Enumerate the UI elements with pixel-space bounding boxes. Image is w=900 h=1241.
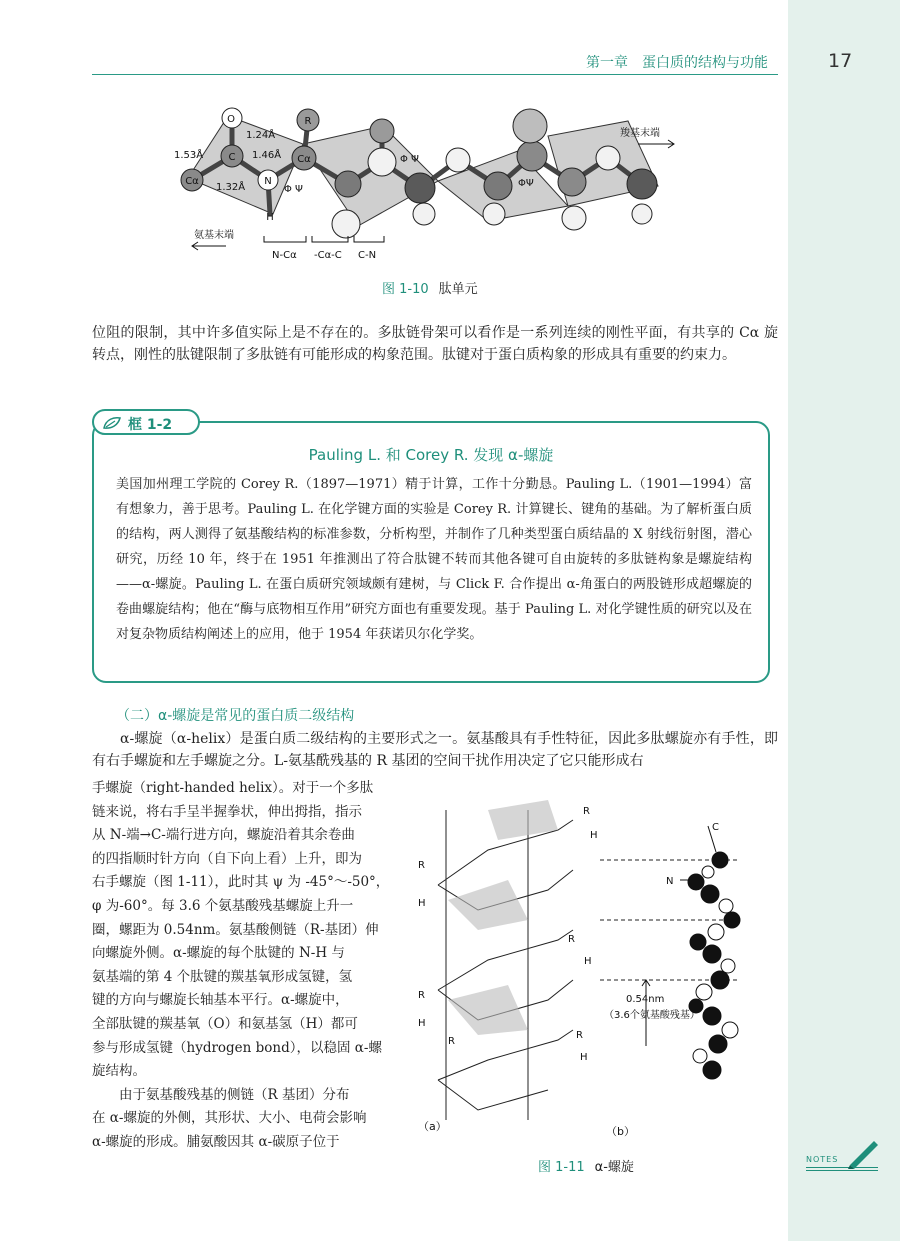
paragraph-line: 链来说，将右手呈半握拳状，伸出拇指，指示 xyxy=(92,803,362,820)
figure-title: 肽单元 xyxy=(438,282,478,297)
svg-text:H: H xyxy=(418,1018,426,1029)
paragraph-line: 由于氨基酸残基的侧链（R 基团）分布 xyxy=(92,1086,350,1103)
label-amino-end: 氨基末端 xyxy=(194,230,234,241)
figure-1-11-caption xyxy=(538,1156,634,1175)
panel-b-label: （b） xyxy=(606,1125,635,1138)
paragraph-line: 键的方向与螺旋长轴基本平行。α-螺旋中， xyxy=(92,992,349,1009)
section-heading: （二）α-螺旋是常见的蛋白质二级结构 xyxy=(116,708,355,724)
svg-text:R: R xyxy=(568,934,575,945)
svg-text:R: R xyxy=(418,990,425,1001)
label-bond-146: 1.46Å xyxy=(252,150,282,161)
paragraph-line: 旋结构。 xyxy=(92,1063,146,1080)
paragraph-line: 右手螺旋（图 1-11），此时其 ψ 为 -45°～-50°， xyxy=(92,874,390,891)
figure-number: 图 1-11 xyxy=(538,1160,585,1175)
label-n: N xyxy=(264,176,272,187)
figure-1-10-caption xyxy=(382,278,478,297)
svg-text:H: H xyxy=(584,956,592,967)
svg-text:R: R xyxy=(418,860,425,871)
paragraph-line: 的四指顺时针方向（自下向上看）上升，即为 xyxy=(92,850,362,867)
box-body: 美国加州理工学院的 Corey R.（1897—1971）精于计算，工作十分勤恳。Pauling L.（1901—1994）富有想象力，善于思考。Pauling L. 在化学键方面的实验是 Corey R. 计算键长、键角的基础。为了解析蛋白质的结构，两人测得了氨基酸结构的标准参数，分析构型，并制作了几种类型蛋白质结晶的 X 射线衍射图，潜心研究，历经 10 年，终于在 1951 年推测出了符合肽键不转而其他各键可自由旋转的多肽链构象是螺旋结构——α-螺旋。Pauling L. 在蛋白质研究领域颇有建树，与 Click F. 合作提出 α-角蛋白的两股链形成超螺旋的卷曲螺旋结构；他在“酶与底物相互作用”研究方面也有重要发现。基于 Pauling L. 对化学键性质的研究以及在对复杂物质结构阐述上的应用，他于 1954 年获诺贝尔化学奖。 xyxy=(116,477,752,642)
paragraph-line: 圈，螺距为 0.54nm。氨基酸侧链（R-基团）伸 xyxy=(92,921,379,938)
panel-a-label: （a） xyxy=(418,1120,447,1133)
label-phi-psi-2: Φ Ψ xyxy=(400,154,419,165)
svg-text:H: H xyxy=(590,830,598,841)
label-r: R xyxy=(304,116,312,127)
label-carboxyl-end: 羧基末端 xyxy=(620,128,660,139)
leaf-icon xyxy=(102,415,122,431)
paragraph-intro: 位阻的限制，其中许多值实际上是不存在的。多肽链骨架可以看作是一系列连续的刚性平面，有共享的 Cα 旋转点，刚性的肽键限制了多肽链有可能形成的构象范围。肽键对于蛋白质构象的形成具有重要的约束力。 xyxy=(92,325,778,363)
paragraph-line: α-螺旋的形成。脯氨酸因其 α-碳原子位于 xyxy=(92,1134,340,1150)
label-bond-124: 1.24Å xyxy=(246,130,276,141)
label-phi-psi-3: ΦΨ xyxy=(518,178,534,189)
svg-text:H: H xyxy=(418,898,426,909)
margin-band xyxy=(788,0,900,1241)
notes-area xyxy=(806,1135,886,1175)
paragraph-line: φ 为-60°。每 3.6 个氨基酸残基螺旋上升一 xyxy=(92,898,354,914)
svg-text:H: H xyxy=(580,1052,588,1063)
label-helix-n: N xyxy=(666,876,674,887)
paragraph-line: 手螺旋（right-handed helix）。对于一个多肽 xyxy=(92,780,374,796)
figure-alpha-helix-b xyxy=(600,820,790,1138)
label-pitch: 0.54nm xyxy=(626,994,665,1005)
svg-text:R: R xyxy=(576,1030,583,1041)
box-title: Pauling L. 和 Corey R. 发现 α-螺旋 xyxy=(308,446,554,464)
notes-label: NOTES xyxy=(806,1155,839,1164)
page-number: 17 xyxy=(828,50,853,72)
label-ca-mid: Cα xyxy=(297,154,311,165)
paragraph-alpha-helix: α-螺旋（α-helix）是蛋白质二级结构的主要形式之一。氨基酸具有手性特征，因此多肽螺旋亦有手性，即有右手螺旋和左手螺旋之分。L-氨基酰残基的 R 基团的空间干扰作用决定了它只能形成右 xyxy=(92,731,778,769)
label-h: H xyxy=(266,212,274,223)
paragraph-line: 向螺旋外侧。α-螺旋的每个肽键的 N-H 与 xyxy=(92,945,345,962)
svg-text:R: R xyxy=(448,1036,455,1047)
pen-icon xyxy=(846,1135,882,1169)
figure-alpha-helix-a xyxy=(408,790,608,1140)
chapter-title: 第一章 蛋白质的结构与功能 xyxy=(586,55,768,71)
label-c: C xyxy=(228,152,236,163)
label-ca-c: -Cα-C xyxy=(314,250,342,261)
paragraph-line: 从 N-端→C-端行进方向，螺旋沿着其余卷曲 xyxy=(92,827,355,844)
paragraph-line: 在 α-螺旋的外侧，其形状、大小、电荷会影响 xyxy=(92,1110,367,1127)
box-label: 框 1-2 xyxy=(128,417,173,433)
label-residues: （3.6个氨基酸残基） xyxy=(604,1010,700,1021)
box-tab xyxy=(92,409,200,435)
label-n-ca: N-Cα xyxy=(272,250,297,261)
label-bond-132: 1.32Å xyxy=(216,182,246,193)
label-o: O xyxy=(227,114,235,125)
label-ca-left: Cα xyxy=(185,176,199,187)
label-helix-c: C xyxy=(712,822,719,833)
svg-text:R: R xyxy=(583,806,590,817)
paragraph-line: 氨基端的第 4 个肽键的羰基氧形成氢键，氢 xyxy=(92,968,353,985)
figure-peptide-unit xyxy=(168,96,688,271)
paragraph-line: 参与形成氢键（hydrogen bond），以稳固 α-螺 xyxy=(92,1039,382,1056)
label-c-n: C-N xyxy=(358,250,377,261)
figure-title: α-螺旋 xyxy=(594,1160,634,1175)
paragraph-line: 全部肽键的羰基氧（O）和氨基氢（H）都可 xyxy=(92,1016,358,1032)
label-phi-psi-1: Φ Ψ xyxy=(284,184,303,195)
running-header xyxy=(92,48,778,75)
label-bond-153: 1.53Å xyxy=(174,150,204,161)
figure-number: 图 1-10 xyxy=(382,282,429,297)
